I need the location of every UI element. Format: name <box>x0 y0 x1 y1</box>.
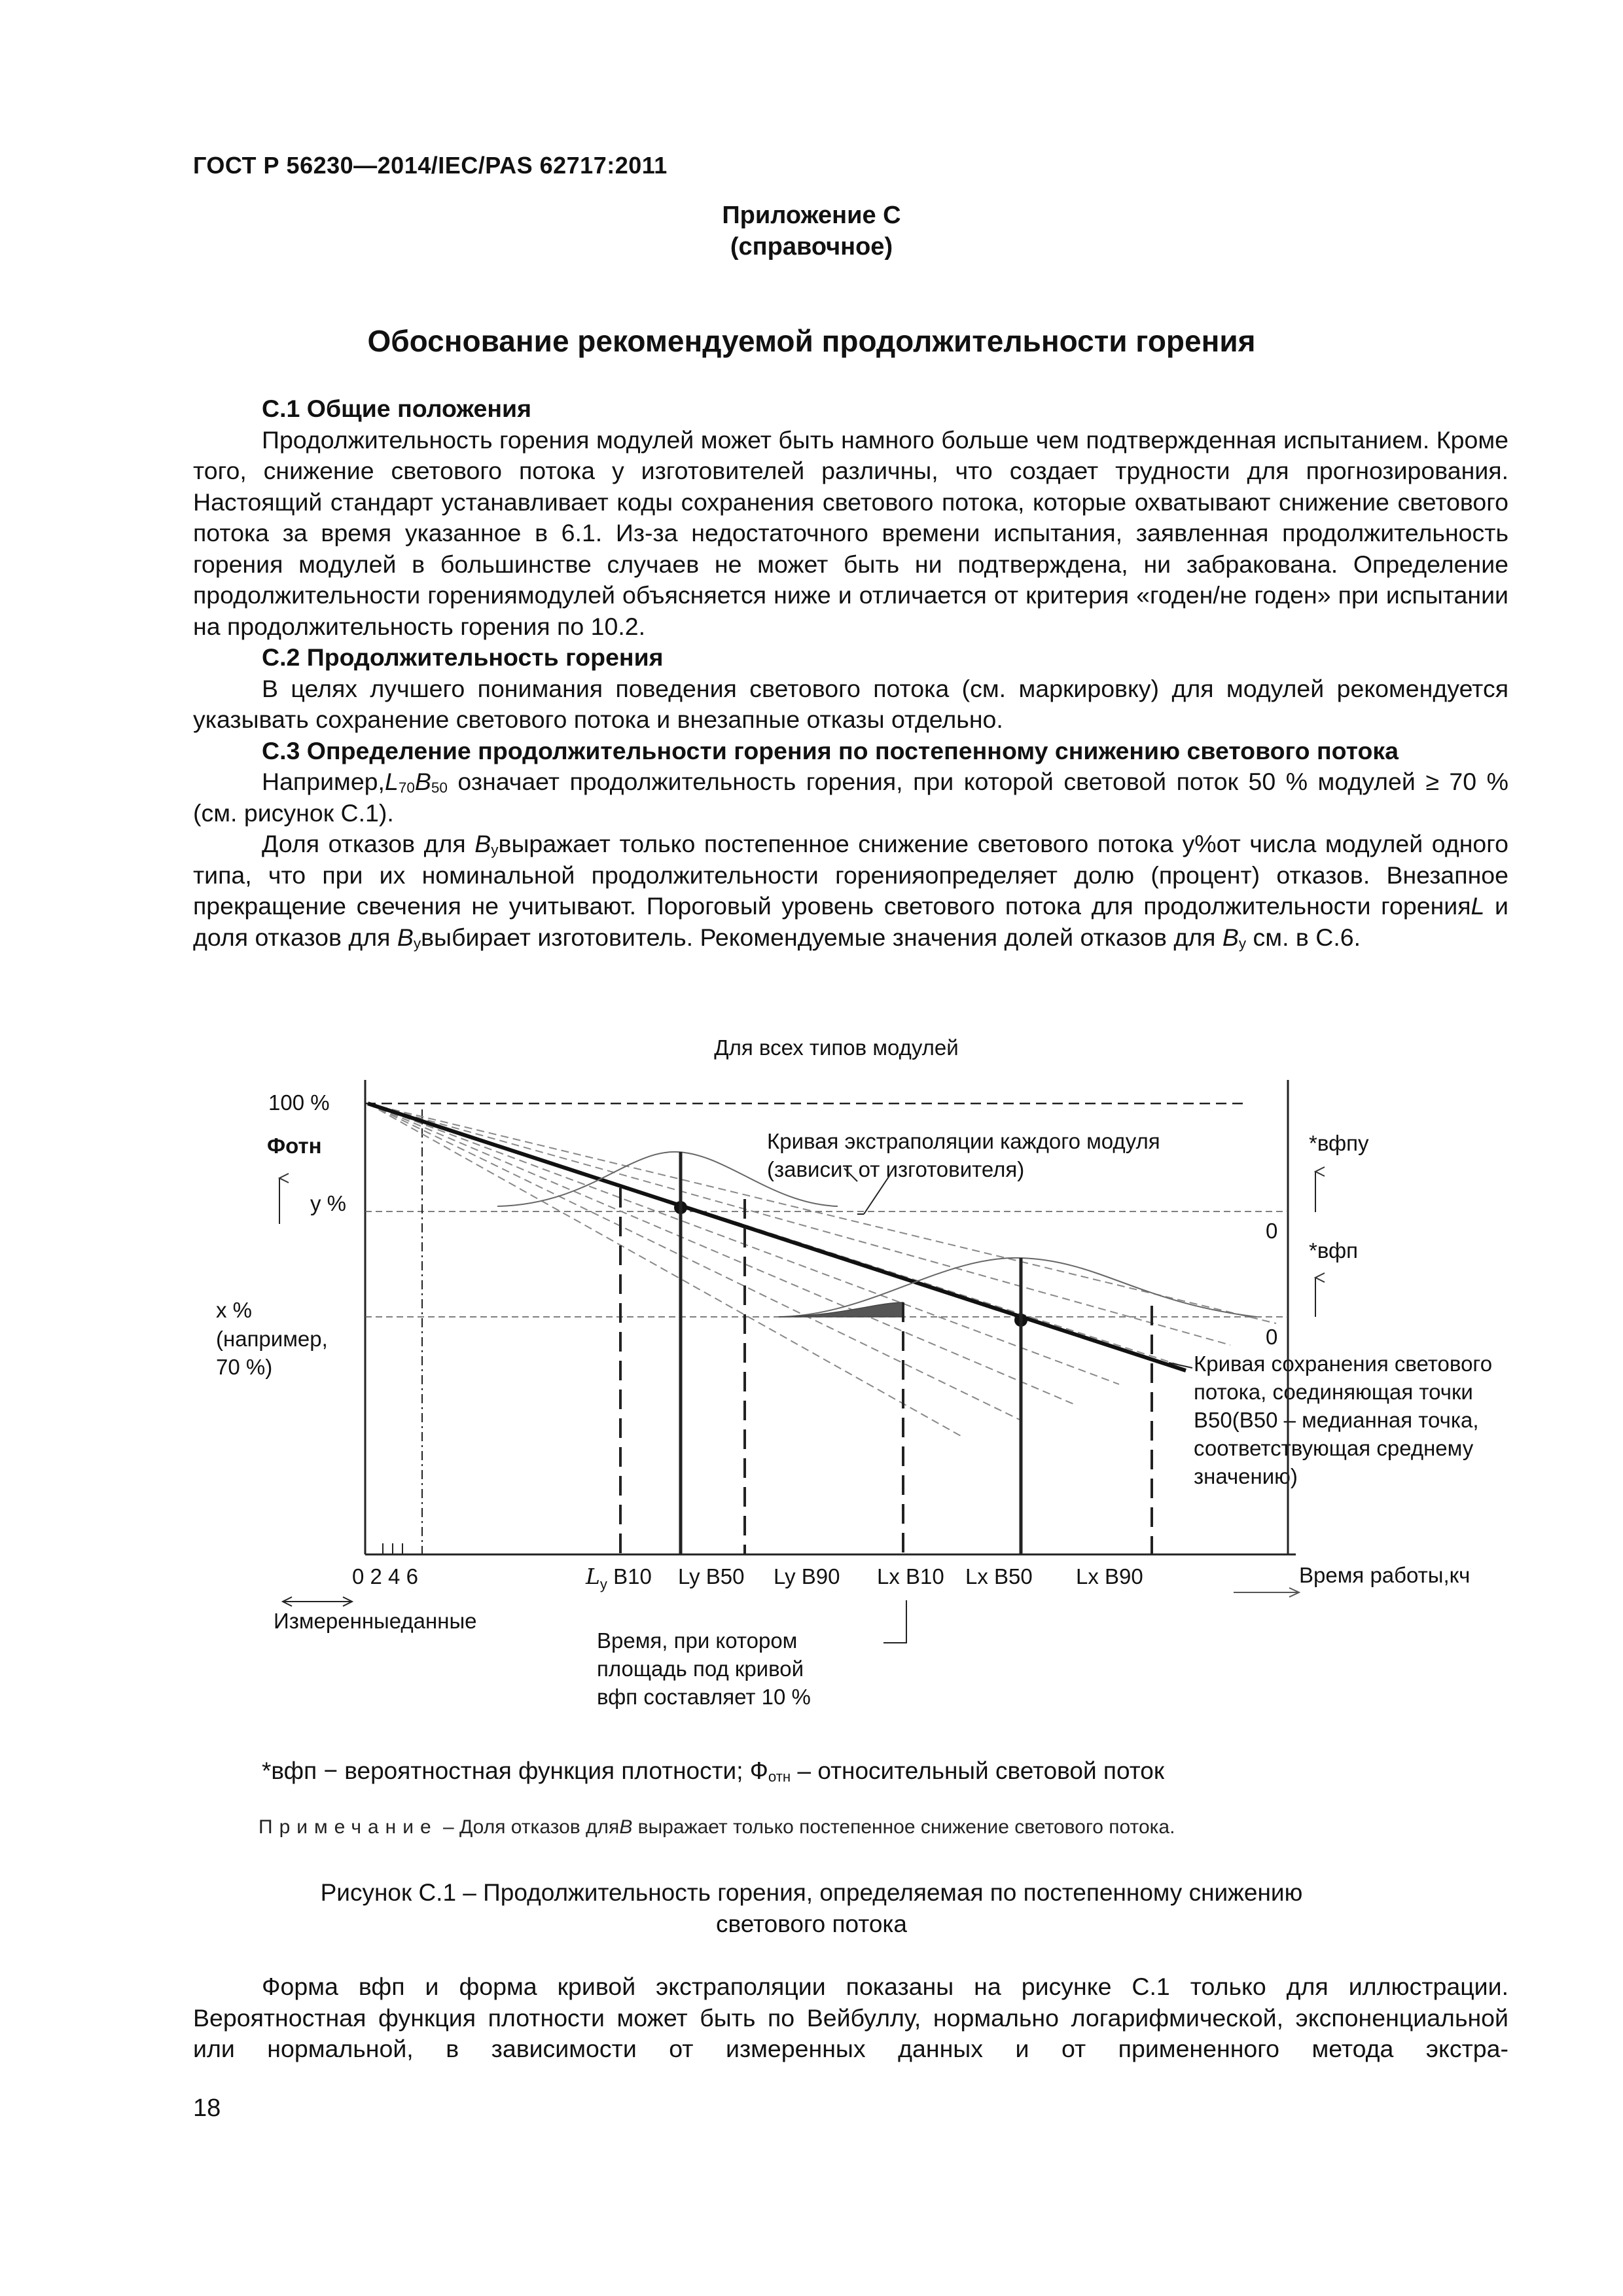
label-example: (например, <box>216 1327 328 1351</box>
symbol-l: L <box>384 768 399 795</box>
label-pdf: *вфп <box>1309 1238 1359 1263</box>
pdf-curve-lower <box>779 1258 1257 1317</box>
label-pdf-10-1: Время, при котором <box>597 1628 798 1653</box>
subscript: y <box>599 1576 607 1592</box>
label-relative-flux: Фотн <box>267 1134 322 1158</box>
label-x-percent: x % <box>216 1298 253 1322</box>
subscript: 50 <box>431 780 448 796</box>
tick-ly-b50: Ly B50 <box>678 1564 745 1588</box>
symbol-b: B <box>619 1816 633 1838</box>
text-run: B10 <box>607 1564 652 1588</box>
label-extrapolation-1: Кривая экстраполяции каждого модуля <box>767 1129 1160 1153</box>
tick-lx-b50: Lx B50 <box>965 1564 1033 1588</box>
label-zero-lower: 0 <box>1266 1325 1278 1349</box>
tick-lx-b10: Lx B10 <box>877 1564 944 1588</box>
heading-c3: С.3 Определение продолжительности горения по постепенному снижению светового потока <box>262 736 1399 764</box>
text-run: выражает только постепенное снижение светового потока. <box>632 1816 1175 1838</box>
label-time-axis: Время работы,кч <box>1299 1563 1471 1587</box>
subscript: y <box>413 935 421 952</box>
label-curve-5: значению) <box>1194 1464 1298 1488</box>
section-title: Обоснование рекомендуемой продолжительности горения <box>367 324 1256 358</box>
text-run: – относительный световой поток <box>791 1757 1165 1784</box>
symbol-b: B <box>414 768 431 795</box>
closing-text <box>193 1971 1508 2065</box>
tick-ly-b90: Ly B90 <box>774 1564 840 1588</box>
extrapolation-curves <box>368 1103 1276 1437</box>
label-curve-1: Кривая сохранения светового <box>1194 1352 1493 1376</box>
figure-top-title: Для всех типов модулей <box>714 1035 959 1060</box>
label-y-percent: y % <box>310 1191 347 1215</box>
figure-caption-1: Рисунок С.1 – Продолжительность горения, определяемая по постепенному снижению <box>320 1879 1303 1906</box>
label-pdf-10-2: площадь под кривой <box>597 1657 804 1681</box>
symbol-l: L <box>1471 892 1485 920</box>
text-run: и доля отказов для <box>193 892 1508 951</box>
symbol-b: B <box>474 830 491 857</box>
text-run: означает продолжительность горения, при которой световой поток 50 % модулей ≥ 70 % (см. рисунок С.1). <box>193 768 1508 827</box>
subscript: y <box>491 842 499 858</box>
symbol-b: B <box>397 923 414 951</box>
label-curve-3: B50(B50 – медианная точка, <box>1194 1408 1479 1432</box>
appendix-type: (справочное) <box>730 233 893 260</box>
subscript: y <box>1238 935 1247 952</box>
note-label: Примечание <box>259 1816 438 1838</box>
label-measured-data: Измеренныеданные <box>274 1609 477 1633</box>
symbol-b: B <box>1222 923 1239 951</box>
label-extrapolation-2: (зависит от изготовителя) <box>767 1157 1025 1181</box>
label-100-percent: 100 % <box>268 1090 330 1115</box>
figure-legend-note <box>262 1757 1164 1785</box>
subscript: 70 <box>398 780 415 796</box>
subscript: отн <box>768 1768 791 1785</box>
label-zero-upper: 0 <box>1266 1219 1278 1243</box>
label-pdf-upper: *вфпу <box>1309 1131 1369 1155</box>
heading-c1: С.1 Общие положения <box>262 395 531 422</box>
text-run: – Доля отказов для <box>437 1816 620 1838</box>
document-header: ГОСТ Р 56230—2014/IEC/PAS 62717:2011 <box>193 152 668 179</box>
text-run: Доля отказов для <box>262 830 475 857</box>
text-run: *вфп − вероятностная функция плотности; Ф <box>262 1757 768 1784</box>
tick-lx-b90: Lx B90 <box>1076 1564 1143 1588</box>
figure-caption-2: светового потока <box>715 1910 908 1937</box>
appendix-label: Приложение С <box>722 202 901 229</box>
bracket-pdf-10 <box>883 1600 906 1643</box>
text-run: выбирает изготовитель. Рекомендуемые значения долей отказов для <box>421 923 1222 951</box>
symbol-l: L <box>586 1564 600 1589</box>
label-pdf-10-3: вфп составляет 10 % <box>597 1685 811 1709</box>
tick-ly-b10 <box>585 1564 652 1592</box>
label-curve-2: потока, соединяющая точки <box>1194 1380 1473 1404</box>
paragraph-c1: Продолжительность горения модулей может быть намного больше чем подтвержденная испытанием. Кроме того, снижение светового потока у изготовителей различны, что создает трудности для прогнозирования. Настоящий стандарт устанавливает коды сохранения светового потока, которые охватывают снижение светового потока за время указанное в 6.1. Из-за недостаточного времени испытания, заявленная продолжительность горения модулей в большинстве случаев не может быть ни подтверждена, ни забракована. Определение продолжительности горениямодулей объясняется ниже и отличается от критерия «годен/не годен» при испытании на продолжительность горения по 10.2. <box>193 425 1508 640</box>
page-number: 18 <box>193 2094 221 2122</box>
label-curve-4: соответствующая среднему <box>1194 1436 1474 1460</box>
tick-0-2-4-6: 0 2 4 6 <box>352 1564 418 1588</box>
text-run: см. в С.6. <box>1246 923 1361 951</box>
figure-note <box>259 1816 1175 1839</box>
text-run: выражает только постепенное снижение светового потока y%от числа модулей одного типа, что при их номинальной продолжительности горенияопределяет долю (процент) отказов. Внезапное прекращение свечения не учитывают. Пороговый уровень светового потока для продолжительности горения <box>193 830 1508 920</box>
paragraph-c2: В целях лучшего понимания поведения светового потока (см. маркировку) для модулей рекомендуется указывать сохранение светового потока и внезапные отказы отдельно. <box>193 674 1508 733</box>
text-run: Например, <box>262 768 385 795</box>
paragraph-closing: Форма вфп и форма кривой экстраполяции показаны на рисунке С.1 только для иллюстрации. Вероятностная функция плотности может быть по Вейбуллу, нормально логарифмической, экспоненциальной или нормальной, в зависимости от измеренных данных и от примененного метода экстра- <box>193 1973 1508 2062</box>
label-70-percent: 70 %) <box>216 1355 273 1379</box>
heading-c2: С.2 Продолжительность горения <box>262 643 664 671</box>
